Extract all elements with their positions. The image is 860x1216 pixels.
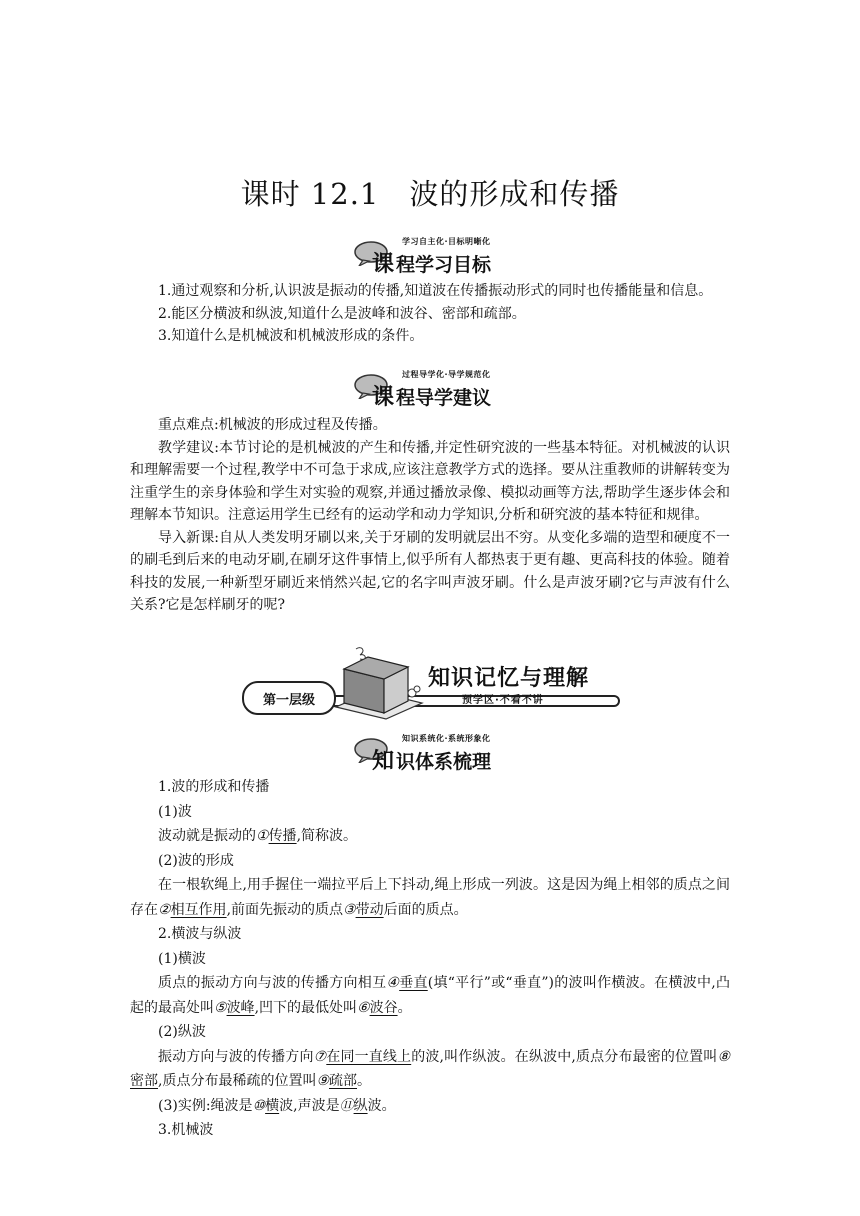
subheading: (2)纵波 [158, 1024, 206, 1040]
answer-blank: 在同一直线上 [326, 1048, 412, 1065]
heading-2: 2.横波与纵波 [158, 926, 242, 942]
answer-blank: 横 [265, 1097, 280, 1114]
page-title [0, 172, 860, 213]
heading-1: 1.波的形成和传播 [158, 779, 270, 795]
section-title-rest: 识体系梳理 [396, 751, 492, 773]
blank-marker: ⑪ [339, 1097, 354, 1114]
blank-marker: ⑤ [214, 999, 227, 1016]
guide-paragraph: 教学建议:本节讨论的是机械波的产生和传播,并定性研究波的一些基本特征。对机械波的认识和理解需要一个过程,教学中不可急于求成,应该注意教学方式的选择。要从注重教师的讲解转变为注重学生的亲身体验和学生对实验的观察,并通过播放录像、模拟动画等方法,帮助学生逐步体会和理解本节知识。注意运用学生已经有的运动学和动力学知识,分析和研究波的基本特征和规律。 [130, 439, 730, 523]
section-header-system [350, 734, 520, 774]
blank-marker: ⑧ [717, 1048, 730, 1065]
level-banner [242, 645, 622, 723]
level-badge: 第一层级 [242, 681, 336, 715]
section-title [372, 380, 491, 411]
banner-title: 知识记忆与理解 [428, 666, 590, 691]
subheading: (1)波 [158, 803, 192, 820]
guide-text [130, 414, 730, 617]
section-title-rest: 程学习目标 [396, 254, 492, 276]
goal-item: 3.知道什么是机械波和机械波形成的条件。 [158, 328, 424, 344]
knowledge-line: 波动就是振动的①传播,简称波。 [158, 828, 358, 844]
goals-list [130, 280, 730, 348]
lesson-title: 波的形成和传播 [409, 177, 620, 211]
answer-blank: 疏部 [329, 1073, 358, 1089]
heading-3: 3.机械波 [158, 1122, 214, 1138]
answer-blank: 相互作用 [170, 901, 227, 918]
goal-item: 1.通过观察和分析,认识波是振动的传播,知道波在传播振动形式的同时也传播能量和信息。 [158, 283, 713, 299]
blank-marker: ④ [386, 975, 400, 991]
answer-blank: 波峰 [226, 999, 255, 1016]
section-caption: 过程导学化·导学规范化 [402, 370, 491, 379]
section-title [372, 744, 491, 775]
answer-blank: 密部 [130, 1073, 158, 1089]
guide-paragraph: 重点难点:机械波的形成过程及传播。 [158, 417, 387, 433]
answer-blank: 波谷 [369, 999, 398, 1016]
guide-paragraph: 导入新课:自从人类发明牙刷以来,关于牙刷的发明就层出不穷。从变化多端的造型和硬度不一的刷毛到后来的电动牙刷,在刷牙这件事情上,似乎所有人都热衷于更有趣、更高科技的体验。随着科技的发展,一种新型牙刷近来悄然兴起,它的名字叫声波牙刷。什么是声波牙刷?它与声波有什么关系?它是怎样刷牙的呢? [130, 529, 730, 613]
lesson-number: 课时 12.1 [240, 177, 380, 211]
knowledge-line: 质点的振动方向与波的传播方向相互④垂直(填“平行”或“垂直”)的波叫作横波。在横波中,凸起的最高处叫⑤波峰,凹下的最低处叫⑥波谷。 [130, 975, 730, 1016]
knowledge-line: (3)实例:绳波是⑩横波,声波是⑪纵波。 [158, 1097, 396, 1114]
section-header-guide [350, 370, 520, 410]
answer-blank: 纵 [353, 1097, 368, 1114]
answer-blank: 带动 [355, 901, 384, 918]
blank-marker: ③ [343, 901, 356, 918]
banner-subtitle: 预学区·不看不讲 [462, 695, 544, 706]
blank-marker: ⑦ [313, 1048, 327, 1065]
section-title [372, 247, 491, 278]
knowledge-text [130, 775, 730, 1143]
knowledge-line: 振动方向与波的传播方向⑦在同一直线上的波,叫作纵波。在纵波中,质点分布最密的位置叫⑧密部,质点分布最稀疏的位置叫⑨疏部。 [130, 1048, 730, 1089]
blank-marker: ② [158, 901, 171, 918]
blank-marker: ① [256, 828, 269, 844]
section-title-head: 课 [372, 252, 395, 277]
blank-marker: ⑨ [316, 1073, 330, 1089]
book-illustration-icon [326, 645, 426, 721]
blank-marker: ⑩ [252, 1097, 266, 1114]
answer-blank: 传播 [268, 828, 297, 844]
knowledge-line: 在一根软绳上,用手握住一端拉平后上下抖动,绳上形成一列波。这是因为绳上相邻的质点之间存在②相互作用,前面先振动的质点③带动后面的质点。 [130, 877, 730, 918]
subheading: (1)横波 [158, 950, 206, 967]
section-caption: 学习自主化·目标明晰化 [402, 237, 491, 246]
goal-item: 2.能区分横波和纵波,知道什么是波峰和波谷、密部和疏部。 [158, 305, 526, 322]
section-title-head: 课 [372, 385, 395, 410]
section-title-head: 知 [372, 749, 395, 774]
subheading: (2)波的形成 [158, 852, 234, 869]
section-caption: 知识系统化·系统形象化 [402, 734, 491, 743]
section-header-goals [350, 237, 520, 277]
section-title-rest: 程导学建议 [396, 387, 492, 409]
answer-blank: 垂直 [399, 975, 428, 991]
blank-marker: ⑥ [357, 999, 370, 1016]
